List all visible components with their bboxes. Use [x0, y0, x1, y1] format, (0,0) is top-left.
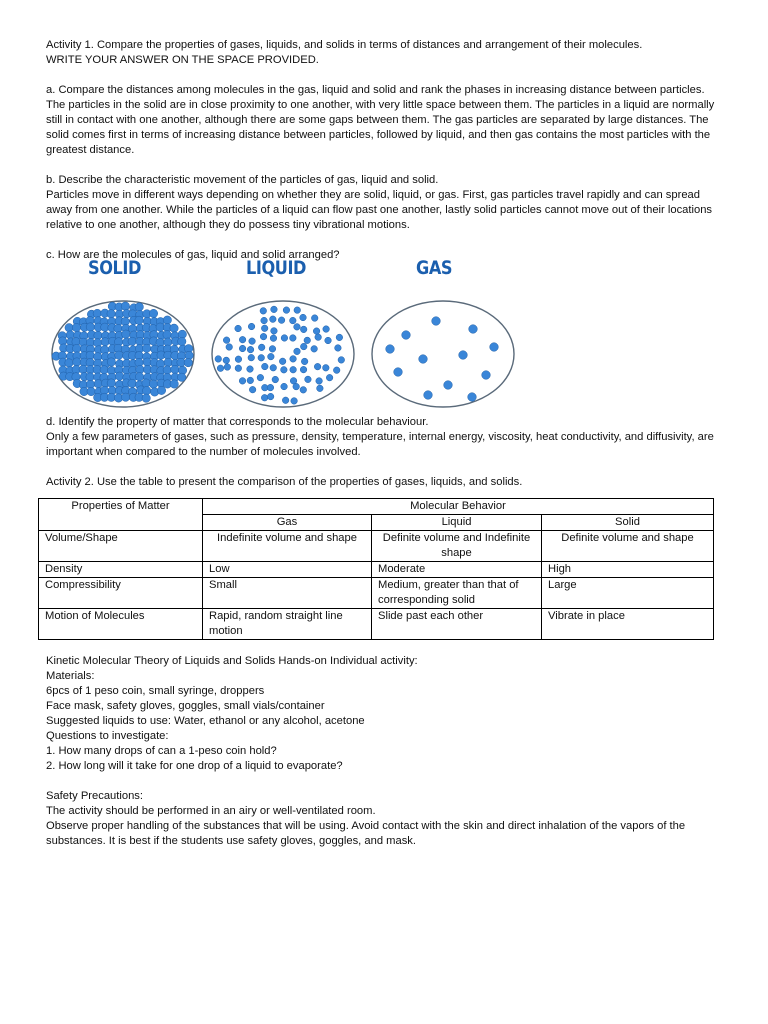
solid-particles-icon	[48, 297, 198, 411]
safety-label: Safety Precautions:	[46, 790, 144, 802]
table-header-liquid: Liquid	[372, 515, 542, 531]
table-row	[39, 531, 714, 562]
table-cell-property: Compressibility	[39, 578, 203, 609]
table-row	[39, 562, 714, 578]
question-c: c. How are the molecules of gas, liquid and solid arranged?	[46, 249, 340, 261]
table-cell-gas: Indefinite volume and shape	[203, 531, 372, 562]
table-cell-solid: Large	[542, 578, 714, 609]
properties-table	[38, 498, 714, 640]
questions-label: Questions to investigate:	[46, 730, 169, 742]
materials-label: Materials:	[46, 670, 95, 682]
list-item: 1. How many drops of can a 1-peso coin hold?	[46, 745, 277, 757]
list-item: Observe proper handling of the substances that will be using. Avoid contact with the skin and direct inhalation of the vapors of the substances. It is best if the students use safety gloves, goggles, and mask.	[46, 820, 686, 847]
liquid-label: LIQUID	[246, 257, 307, 279]
gas-label: GAS	[416, 257, 453, 279]
gas-particles-icon	[368, 297, 518, 411]
table-cell-property: Density	[39, 562, 203, 578]
list-item: 2. How long will it take for one drop of a liquid to evaporate?	[46, 760, 343, 772]
table-cell-solid: Vibrate in place	[542, 609, 714, 640]
question-b: b. Describe the characteristic movement of the particles of gas, liquid and solid.	[46, 174, 439, 186]
table-cell-gas: Small	[203, 578, 372, 609]
table-cell-solid: High	[542, 562, 714, 578]
table-header-property: Properties of Matter	[39, 499, 203, 531]
states-of-matter-figure	[46, 257, 722, 415]
question-d: d. Identify the property of matter that corresponds to the molecular behaviour.	[46, 416, 429, 428]
table-cell-liquid: Slide past each other	[372, 609, 542, 640]
answer-b: Particles move in different ways depending on whether they are solid, liquid, or gas. First, gas particles travel rapidly and can spread away from one another. While the particles of a liquid can flow past one another, lastly solid particles cannot move out of their locations relative to one another, although they do possess tiny vibrational motions.	[46, 189, 713, 231]
question-a: a. Compare the distances among molecules in the gas, liquid and solid and rank the phases in increasing distance between particles.	[46, 84, 705, 96]
answer-d: Only a few parameters of gases, such as pressure, density, temperature, internal energy, viscosity, heat conductivity, and diffusivity, are important when compared to the number of molecules involved.	[46, 431, 714, 458]
table-cell-liquid: Definite volume and Indefinite shape	[372, 531, 542, 562]
table-cell-property: Motion of Molecules	[39, 609, 203, 640]
table-cell-solid: Definite volume and shape	[542, 531, 714, 562]
table-cell-liquid: Medium, greater than that of corresponding solid	[372, 578, 542, 609]
document	[46, 38, 722, 849]
table-cell-property: Volume/Shape	[39, 531, 203, 562]
table-row	[39, 609, 714, 640]
list-item: 6pcs of 1 peso coin, small syringe, droppers	[46, 685, 265, 697]
table-header-solid: Solid	[542, 515, 714, 531]
table-header-group: Molecular Behavior	[203, 499, 714, 515]
table-cell-liquid: Moderate	[372, 562, 542, 578]
table-cell-gas: Low	[203, 562, 372, 578]
activity1-title: Activity 1. Compare the properties of gases, liquids, and solids in terms of distances and arrangement of their molecules.	[46, 39, 643, 51]
solid-label: SOLID	[88, 257, 141, 279]
list-item: The activity should be performed in an airy or well-ventilated room.	[46, 805, 376, 817]
activity2-title: Activity 2. Use the table to present the comparison of the properties of gases, liquids, and solids.	[46, 476, 523, 488]
activity1-instruction: WRITE YOUR ANSWER ON THE SPACE PROVIDED.	[46, 54, 319, 66]
list-item: Face mask, safety gloves, goggles, small vials/container	[46, 700, 325, 712]
activity3-title: Kinetic Molecular Theory of Liquids and Solids Hands-on Individual activity:	[46, 655, 418, 667]
table-header-gas: Gas	[203, 515, 372, 531]
list-item: Suggested liquids to use: Water, ethanol or any alcohol, acetone	[46, 715, 365, 727]
liquid-particles-icon	[208, 297, 358, 411]
answer-a: The particles in the solid are in close proximity to one another, with very little space between them. The particles in a liquid are normally still in contact with one another, although there are some gaps between them. The gas particles are separated by large distances. The solid comes first in terms of increasing distance between particles, followed by liquid, and then gas contains the most particles with the greatest distance.	[46, 99, 715, 156]
table-cell-gas: Rapid, random straight line motion	[203, 609, 372, 640]
table-row	[39, 578, 714, 609]
